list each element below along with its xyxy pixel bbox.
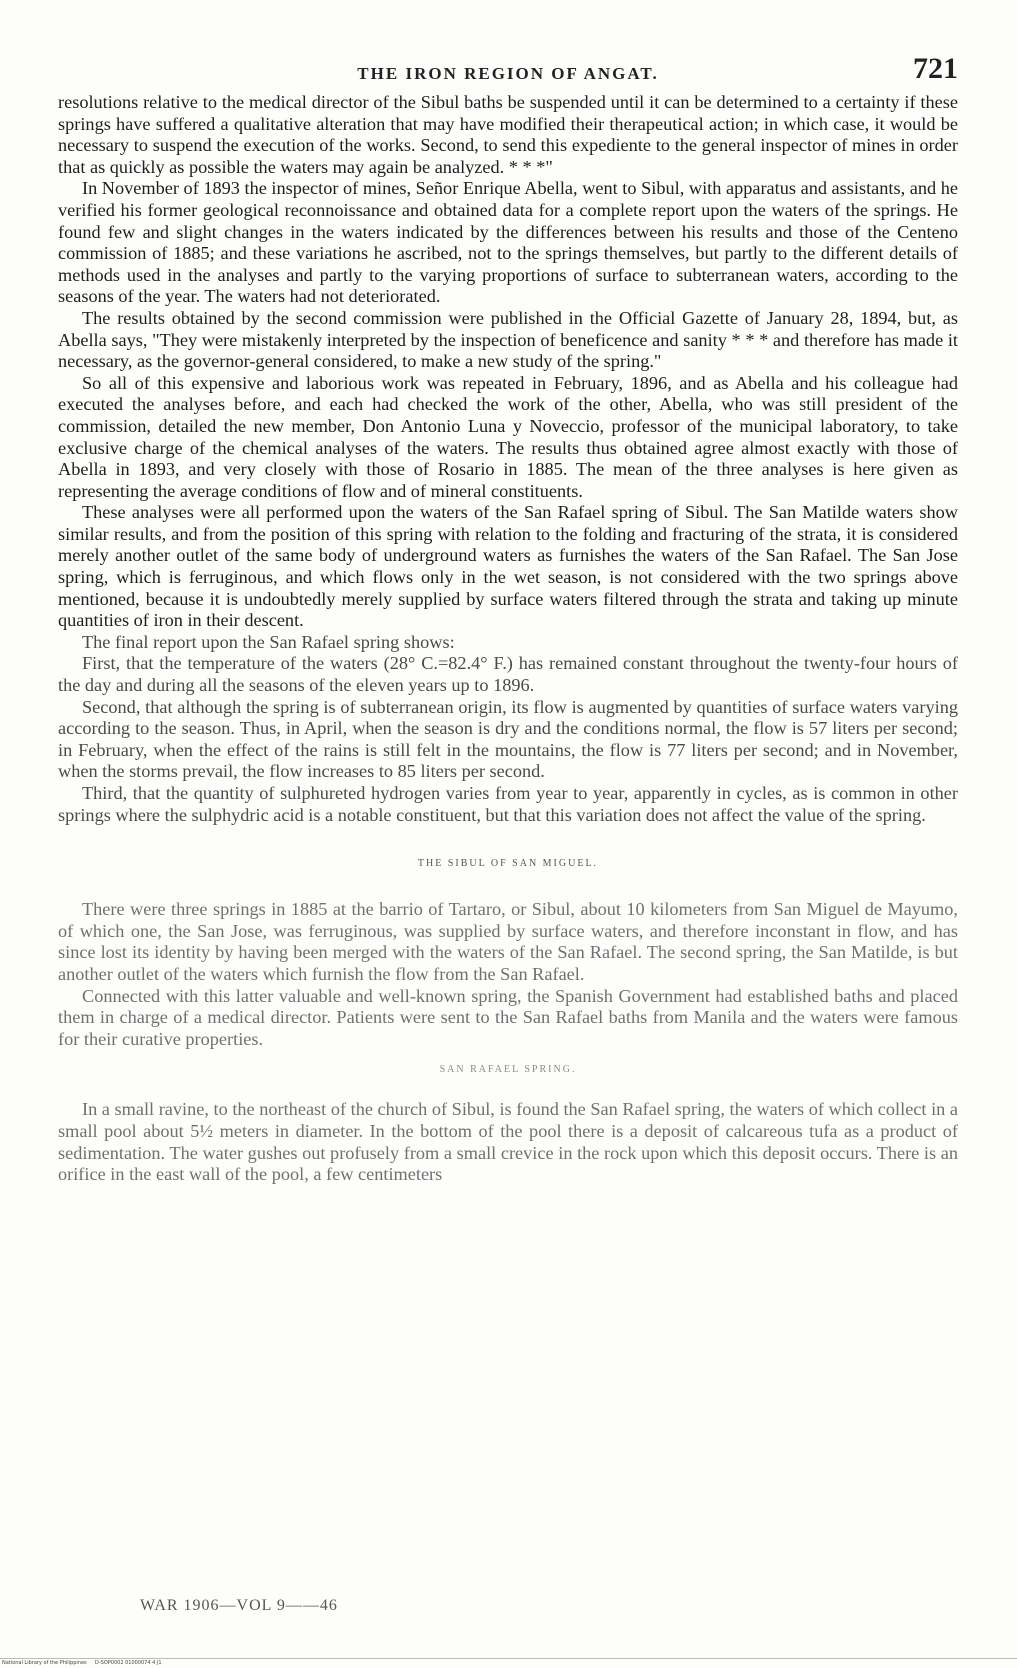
section-heading-san-rafael: SAN RAFAEL SPRING.: [439, 1064, 577, 1076]
scan-library-label: National Library of the Philippines: [2, 1660, 87, 1666]
page-title: THE IRON REGION OF ANGAT.: [357, 64, 659, 83]
scan-strip: [0, 1658, 1017, 1668]
paragraph: The results obtained by the second commission were published in the Official Gazette of January 28, 1894, but, as Abella says, "They were mistakenly interpreted by the inspection of beneficence and sanity * * * and therefore has made it necessary, as the governor-general considered, to make a new study of the spring.": [58, 307, 958, 372]
running-head: [58, 48, 958, 92]
paragraph: Connected with this latter valuable and well-known spring, the Spanish Government had established baths and placed them in charge of a medical director. Patients were sent to the San Rafael baths from Manila and the waters were famous for their curative properties.: [58, 985, 958, 1049]
body-text-middle: [58, 632, 958, 826]
paragraph: The final report upon the San Rafael spring shows:: [82, 631, 455, 652]
section-sibul-body: [58, 899, 958, 1050]
paragraph: So all of this expensive and laborious work was repeated in February, 1896, and as Abella and his colleague had executed the analyses before, and each had checked the work of the other, Abella, who was still president of the commission, detailed the new member, Don Antonio Luna y Noveccio, professor of the municipal laboratory, to take exclusive charge of the chemical analyses of the waters. The results thus obtained agree almost exactly with those of Abella in 1893, and very closely with those of Rosario in 1885. The mean of the three analyses is here given as representing the average conditions of flow and of mineral constituents.: [58, 372, 958, 501]
footer-signature: WAR 1906—VOL 9——46: [140, 1597, 338, 1614]
body-text-top: [58, 92, 958, 632]
paragraph: Third, that the quantity of sulphureted hydrogen varies from year to year, apparently in cycles, as is common in other springs where the sulphydric acid is a notable constituent, but that this variation does not affect the value of the spring.: [58, 783, 958, 825]
section-san-rafael-body: [58, 1099, 958, 1185]
paragraph: First, that the temperature of the waters (28° C.=82.4° F.) has remained constant throughout the twenty-four hours of the day and during all the seasons of the eleven years up to 1896.: [58, 653, 958, 696]
paragraph: resolutions relative to the medical director of the Sibul baths be suspended until it can be determined to a certainty if these springs have suffered a qualitative alteration that may have modified their therapeutical action; in which case, it would be necessary to suspend the execution of the works. Second, to send this expediente to the general inspector of mines in order that as quickly as possible the waters may again be analyzed. * * *": [58, 92, 958, 177]
paragraph: In a small ravine, to the northeast of the church of Sibul, is found the San Rafael spring, the waters of which collect in a small pool about 5½ meters in diameter. In the bottom of the pool there is a deposit of calcareous tufa as a product of sedimentation. The water gushes out profusely from a small crevice in the rock upon which this deposit occurs. There is an orifice in the east wall of the pool, a few centimeters: [58, 1099, 958, 1185]
page-number: 721: [913, 52, 958, 85]
document-page: [58, 48, 958, 1186]
paragraph: These analyses were all performed upon the waters of the San Rafael spring of Sibul. The San Matilde waters show similar results, and from the position of this spring with relation to the folding and fracturing of the strata, it is considered merely another outlet of the same body of underground waters as furnishes the waters of the San Rafael. The San Jose spring, which is ferruginous, and which flows only in the wet season, is not considered with the two springs above mentioned, because it is undoubtedly merely supplied by surface waters filtered through the strata and taking up minute quantities of iron in their descent.: [58, 502, 958, 631]
paragraph: Second, that although the spring is of subterranean origin, its flow is augmented by quantities of surface waters varying according to the season. Thus, in April, when the season is dry and the conditions normal, the flow is 57 liters per second; in February, when the effect of the rains is still felt in the mountains, the flow is 77 liters per second; and in November, when the storms prevail, the flow increases to 85 liters per second.: [58, 696, 958, 782]
paragraph: There were three springs in 1885 at the barrio of Tartaro, or Sibul, about 10 kilometers from San Miguel de Mayumo, of which one, the San Jose, was ferruginous, was supplied by surface waters, and therefore inconstant in flow, and has since lost its identity by having been merged with the waters of the San Rafael. The second spring, the San Matilde, is but another outlet of the waters which furnish the flow from the San Rafael.: [58, 899, 958, 984]
section-heading-sibul: THE SIBUL OF SAN MIGUEL.: [417, 858, 599, 870]
paragraph: In November of 1893 the inspector of mines, Señor Enrique Abella, went to Sibul, with apparatus and assistants, and he verified his former geological reconnoissance and obtained data for a complete report upon the waters of the springs. He found few and slight changes in the waters indicated by the differences between his results and those of the Centeno commission of 1885; and these variations he ascribed, not to the springs themselves, but partly to the different details of methods used in the analyses and partly to the varying proportions of surface to subterranean waters, according to the seasons of the year. The waters had not deteriorated.: [58, 178, 958, 307]
scan-id-label: D-SOP0002 01000074 4 J1: [95, 1660, 162, 1666]
